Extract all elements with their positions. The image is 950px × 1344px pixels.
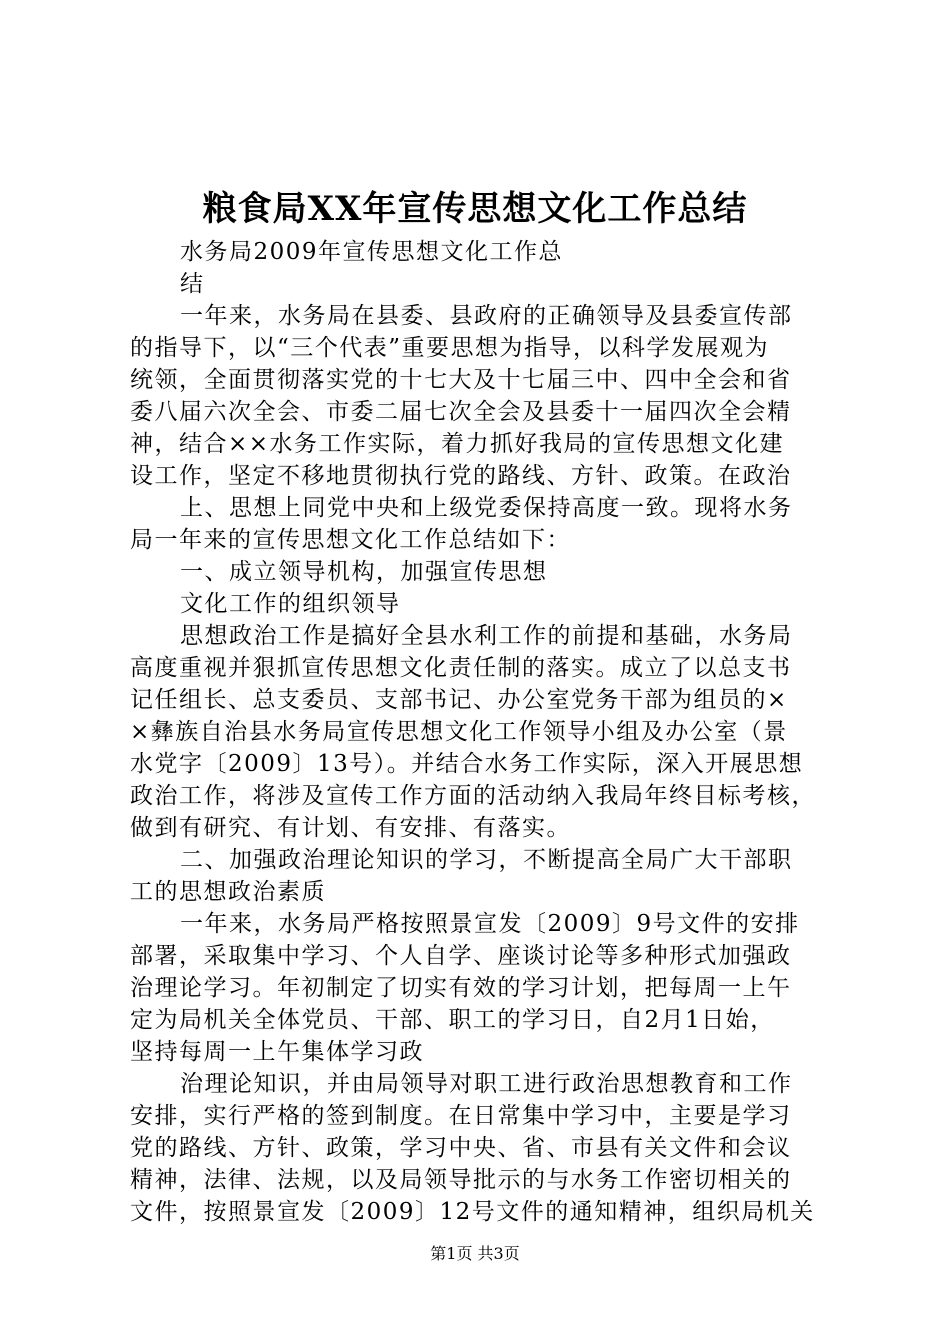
- text-line: 工的思想政治素质: [130, 879, 326, 905]
- text-line: 设工作，坚定不移地贯彻执行党的路线、方针、政策。在政治: [130, 463, 792, 489]
- text-line: 上、思想上同党中央和上级党委保持高度一致。现将水务: [180, 495, 793, 521]
- text-line: 一年来，水务局严格按照景宣发〔2009〕9号文件的安排: [180, 911, 800, 937]
- text-line: 文化工作的组织领导: [180, 591, 401, 617]
- text-line: 坚持每周一上午集体学习政: [130, 1039, 424, 1065]
- text-line: ×彝族自治县水务局宣传思想文化工作领导小组及办公室（景: [130, 719, 788, 745]
- document-body: [130, 236, 830, 1228]
- text-line: 思想政治工作是搞好全县水利工作的前提和基础，水务局: [180, 623, 793, 649]
- text-line: 神，结合××水务工作实际，着力抓好我局的宣传思想文化建: [130, 431, 785, 457]
- text-line: 部署，采取集中学习、个人自学、座谈讨论等多种形式加强政: [130, 943, 792, 969]
- document-title: 粮食局XX年宣传思想文化工作总结: [202, 189, 748, 229]
- text-line: 一、成立领导机构，加强宣传思想: [180, 559, 548, 585]
- text-line: 安排，实行严格的签到制度。在日常集中学习中，主要是学习: [130, 1103, 792, 1129]
- text-line: 统领，全面贯彻落实党的十七大及十七届三中、四中全会和省: [130, 367, 792, 393]
- text-line: 治理论知识，并由局领导对职工进行政治思想教育和工作: [180, 1071, 793, 1097]
- text-line: 局一年来的宣传思想文化工作总结如下：: [130, 527, 571, 553]
- text-line: 水党字〔2009〕13号）。并结合水务工作实际，深入开展思想: [130, 751, 804, 777]
- text-line: 水务局2009年宣传思想文化工作总: [180, 239, 564, 265]
- text-line: 政治工作，将涉及宣传工作方面的活动纳入我局年终目标考核，: [130, 783, 816, 809]
- text-line: 委八届六次全会、市委二届七次全会及县委十一届四次全会精: [130, 399, 792, 425]
- text-line: 治理论学习。年初制定了切实有效的学习计划，把每周一上午: [130, 975, 792, 1001]
- text-line: 结: [180, 271, 205, 297]
- text-line: 一年来，水务局在县委、县政府的正确领导及县委宣传部: [180, 303, 793, 329]
- text-line: 记任组长、总支委员、支部书记、办公室党务干部为组员的×: [130, 687, 788, 713]
- text-line: 二、加强政治理论知识的学习，不断提高全局广大干部职: [180, 847, 793, 873]
- text-line: 文件，按照景宣发〔2009〕12号文件的通知精神，组织局机关: [130, 1199, 815, 1225]
- text-line: 的指导下，以“三个代表”重要思想为指导，以科学发展观为: [130, 335, 770, 361]
- text-line: 定为局机关全体党员、干部、职工的学习日，自2月1日始，: [130, 1007, 775, 1033]
- text-line: 党的路线、方针、政策，学习中央、省、市县有关文件和会议: [130, 1135, 792, 1161]
- page-footer: 第1页 共3页: [430, 1244, 520, 1263]
- text-line: 做到有研究、有计划、有安排、有落实。: [130, 815, 571, 841]
- text-line: 精神，法律、法规，以及局领导批示的与水务工作密切相关的: [130, 1167, 792, 1193]
- text-line: 高度重视并狠抓宣传思想文化责任制的落实。成立了以总支书: [130, 655, 792, 681]
